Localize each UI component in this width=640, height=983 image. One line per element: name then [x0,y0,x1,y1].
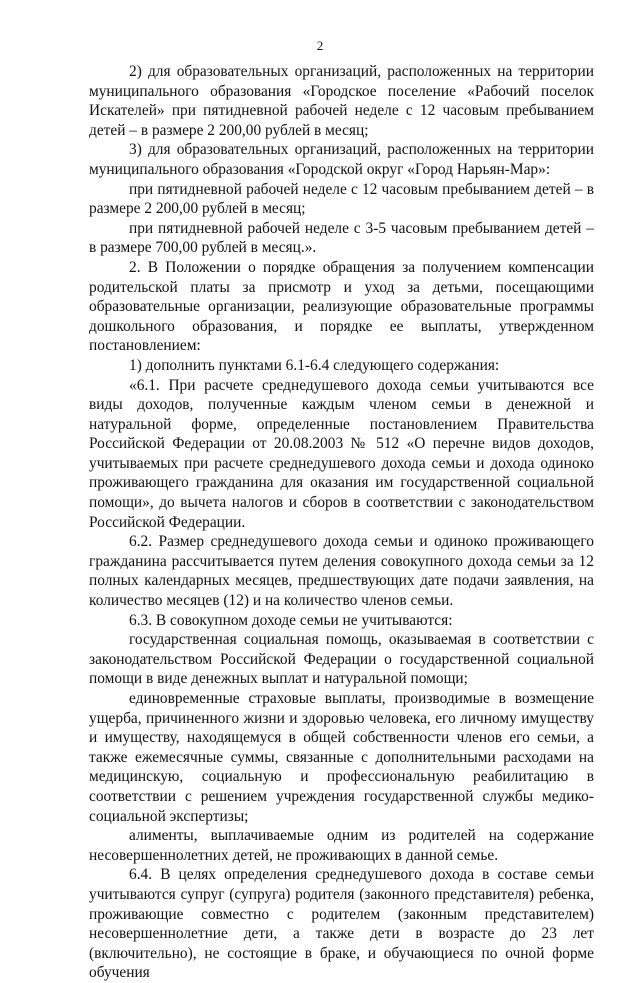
paragraph-point-6-2: 6.2. Размер среднедушевого дохода семьи и одиноко проживающего гражданина рассчитывается путем деления совокупного дохода семьи за 12 полных календарных месяцев, предшествующих дате подачи заявления, на количество месяцев (12) и на количество членов семьи. [89,533,594,610]
paragraph-section-2-regulation: 2. В Положении о порядке обращения за получением компенсации родительской платы за присмотр и уход за детьми, посещающими образовательные организации, реализующие образовательные программы дошкольного образования, и порядке ее выплаты, утвержденном постановлением: [89,258,594,355]
paragraph-point-6-1: «6.1. При расчете среднедушевого дохода семьи учитываются все виды доходов, полученные каждым членом семьи в денежной и натуральной форме, определенные постановлением Правительства Российской Федерации от 20.08.2003 № 512 «О перечне видов доходов, учитываемых при расчете среднедушевого дохода семьи и дохода одиноко проживающего гражданина для оказания им государственной социальной помощи», до вычета налогов и сборов в соответствии с законодательством Российской Федерации. [89,376,594,531]
paragraph-point-6-3: 6.3. В совокупном доходе семьи не учитываются: [129,611,453,629]
document-body [89,62,594,983]
page-number: 2 [316,38,324,53]
paragraph-rate-3-5-hours: при пятидневной рабочей неделе с 3-5 часовым пребыванием детей – в размере 700,00 рублей в месяц.». [89,219,594,257]
paragraph-item-3-naryan-mar: 3) для образовательных организаций, расположенных на территории муниципального образования «Городской округ «Город Нарьян-Мар»: [89,141,594,178]
paragraph-rate-12-hours: при пятидневной рабочей неделе с 12 часовым пребыванием детей – в размере 2 200,00 рублей в месяц; [89,180,594,218]
paragraph-add-points: 1) дополнить пунктами 6.1-6.4 следующего содержания: [129,356,500,374]
paragraph-item-2-iskateley: 2) для образовательных организаций, расположенных на территории муниципального образования «Городское поселение «Рабочий поселок Искателей» при пятидневной рабочей неделе с 12 часовым пребыванием детей – в размере 2 200,00 рублей в месяц; [89,63,594,139]
paragraph-state-social-aid: государственная социальная помощь, оказываемая в соответствии с законодательством Российской Федерации о государственной социальной помощи в виде денежных выплат и натуральной помощи; [89,631,594,688]
paragraph-point-6-4: 6.4. В целях определения среднедушевого дохода в составе семьи учитываются супруг (супруга) родителя (законного представителя) ребенка, проживающие совместно с родителем (законным представителем) несовершеннолетние дети, а также дети в возрасте до 23 лет (включительно), не состоящие в браке, и обучающиеся по очной форме обучения [89,866,594,982]
paragraph-alimony: алименты, выплачиваемые одним из родителей на содержание несовершеннолетних детей, не проживающих в данной семье. [89,827,594,864]
paragraph-insurance-payments: единовременные страховые выплаты, производимые в возмещение ущерба, причиненного жизни и здоровью человека, его личному имуществу и имуществу, находящемуся в общей собственности членов его семьи, а также ежемесячные суммы, связанные с дополнительными расходами на медицинскую, социальную и профессиональную реабилитацию в соответствии с решением учреждения государственной службы медико-социальной экспертизы; [89,690,594,825]
